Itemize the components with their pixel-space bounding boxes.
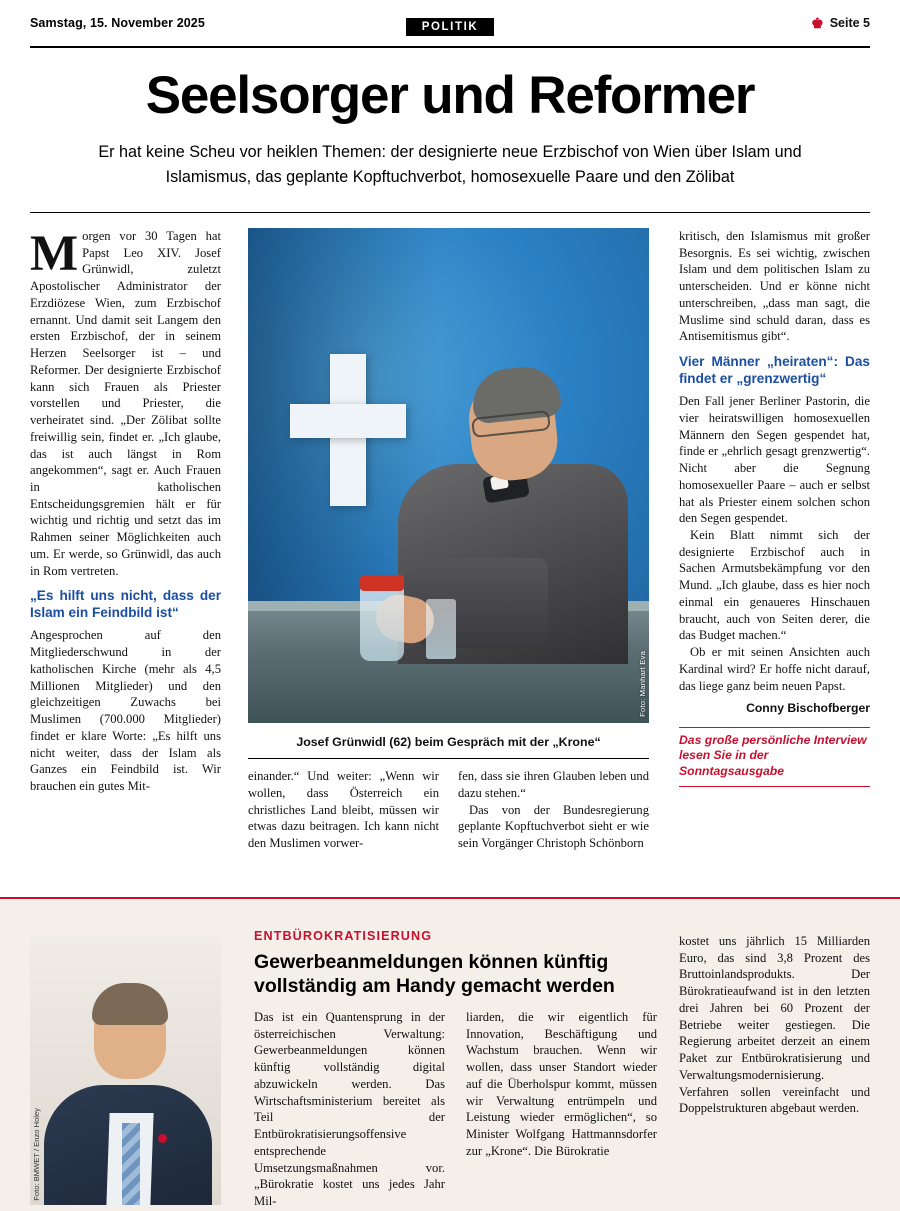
- page-number: Seite 5: [829, 16, 870, 30]
- photo-caption: Josef Grünwidl (62) beim Gespräch mit der „Krone“: [296, 735, 601, 749]
- byline: Conny Bischofberger: [746, 701, 870, 716]
- lapel-pin-icon: [158, 1134, 167, 1143]
- masthead: [0, 0, 900, 46]
- column-center-b: [458, 768, 649, 852]
- page-number-wrap: [811, 16, 870, 30]
- portrait-credit: Foto: BMWET / Enzo Holey: [32, 1108, 41, 1201]
- paragraph: fen, dass sie ihren Glauben leben und dazu stehen.“: [458, 769, 649, 800]
- column-center-a: [248, 768, 439, 852]
- crown-icon: ♚: [811, 15, 824, 31]
- page-title: Seelsorger und Reformer: [145, 66, 755, 125]
- photo-block: [248, 228, 649, 851]
- issue-date: Samstag, 15. November 2025: [30, 16, 205, 30]
- bottom-story: [0, 897, 900, 1211]
- photo-water-glass: [426, 599, 456, 659]
- paragraph: Das von der Bundesregierung geplante Kopftuchverbot sieht er wie sein Vorgänger Christoph Schönborn: [458, 802, 649, 851]
- column-left: [30, 228, 221, 795]
- paragraph: Kein Blatt nimmt sich der designierte Erzbischof auch in Sachen Armutsbekämpfung vor den Mund. „Ich glaube, dass es hier noch einmal ein genaueres Hinschauen braucht, auch von Seiten derer, die das Budget machen.“: [679, 527, 870, 643]
- photo-carafe: [360, 585, 404, 661]
- paragraph: Angesprochen auf den Mitgliederschwund in der katholischen Kirche (mehr als 4,5 Millionen Mitglieder) und den gleichzeitigen Zuwachs bei Muslimen (700.000 Mitglieder) findet er klare Worte: „Es hilft uns nicht weiter, dass der Islam als Ganzes ein Feindbild ist. Wir brauchen ein gutes Mit-: [30, 628, 221, 793]
- portrait-tie: [122, 1123, 140, 1205]
- photo-carafe-lid: [360, 575, 404, 591]
- bottom-headline: Gewerbeanmeldungen können künftig vollständig am Handy gemacht werden: [254, 951, 615, 997]
- subheading-vier-maenner: Vier Männer „heiraten“: Das findet er „grenzwertig“: [679, 354, 870, 387]
- paragraph: kostet uns jährlich 15 Milliarden Euro, das sind 3,8 Prozent des Bruttoinlandsprodukts. Der Bürokratieaufwand ist in den letzten drei Jahren bei 60 Prozent der Betriebe weiter gestiegen. Die Regierung arbeitet derzeit an einem Paket zur Entbürokratisierung und Verwaltungsmodernisierung. Verfahren sollen vereinfacht und Doppelstrukturen abgebaut werden.: [679, 934, 870, 1116]
- photo-credit: Foto: Manhart Eva: [638, 651, 647, 717]
- paragraph: Den Fall jener Berliner Pastorin, die vier heiratswilligen homosexuellen Männern den Segen gespendet hat, finde er „ehrlich gesagt grenzwertig“. Nicht aber die Segnung homosexueller Paare – auch er selbst hat als Priester einem solchen schon den Segen gespendet.: [679, 394, 870, 526]
- article-subhead: Er hat keine Scheu vor heiklen Themen: der designierte neue Erzbischof von Wien über Islam und Islamismus, das geplante Kopftuchverbot, homosexuelle Paare und den Zölibat: [98, 143, 802, 187]
- minister-portrait: [30, 937, 221, 1205]
- paragraph: Ob er mit seinen Ansichten auch Kardinal wird? Er hoffe nicht darauf, das liege ganz beim neuen Papst.: [679, 645, 870, 693]
- bottom-column-1: [254, 1009, 445, 1210]
- lead-paragraph: Morgen vor 30 Tagen hat Papst Leo XIV. Josef Grünwidl, zuletzt Apostolischer Administrator der Erzdiözese Wien, zum Erzbischof ernannt. Und damit seit Langem den ersten Erzbischof, der in seinem Herzen Seelsorger ist – und Reformer. Der designierte Erzbischof kann sich Frauen als Priester vorstellen und Priester, die verheiratet sind. „Der Zölibat sollte freiwillig sein, findet er. „Ich glaube, das ist auch längst in Rom angekommen“, sagt er. Auch Frauen in katholischen Entscheidungsgremien hält er für wichtig und richtig und setzt das im Rahmen seiner Möglichkeiten auch um. Er werde, so Grünwidl, das auch in Rom vertreten.: [30, 226, 221, 578]
- bottom-column-3: [679, 933, 870, 1117]
- paragraph: Das ist ein Quantensprung in der österreichischen Verwaltung: Gewerbeanmeldungen können künftig vollständig digital abzuwickeln werden. Das Wirtschaftsministerium bereitet als Teil der Entbürokratisierungsoffensive entsprechende Umsetzungsmaßnahmen vor. „Bürokratie kostet uns jedes Jahr Mil-: [254, 1010, 445, 1209]
- section-label: POLITIK: [406, 18, 495, 36]
- column-right: [679, 228, 870, 787]
- paragraph: einander.“ Und weiter: „Wenn wir wollen, dass Österreich ein christliches Land bleibt, müssen wir etwas dazu beitragen. Ich kann nicht den Muslimen vorwer-: [248, 769, 439, 851]
- subheading-islam: „Es hilft uns nicht, dass der Islam ein Feindbild ist“: [30, 588, 221, 621]
- caption-divider: [248, 758, 649, 759]
- bottom-kicker: ENTBÜROKRATISIERUNG: [254, 929, 433, 943]
- interview-teaser: Das große persönliche Interview lesen Sie in der Sonntagsausgabe: [679, 727, 870, 788]
- paragraph: liarden, die wir eigentlich für Innovation, Beschäftigung und Wachstum brauchen. Wenn wir wollen, dass unser Standort wieder auf die Überholspur kommt, müssen wir Verwaltung entrümpeln und Leistung wieder ermöglichen“, so Minister Wolfgang Hattmannsdorfer zur „Krone“. Die Bürokratie: [466, 1010, 657, 1158]
- article-photo: [248, 228, 649, 723]
- paragraph: kritisch, den Islamismus mit großer Besorgnis. Es sei wichtig, zwischen Islam und dem politischen Islam zu unterscheiden. Und er könne nicht unterschreiben, „dass man sagt, die Muslime sind schuld daran, dass es Antisemitismus gibt“.: [679, 229, 870, 344]
- masthead-divider: [30, 46, 870, 48]
- subhead-divider: [30, 212, 870, 213]
- bottom-column-2: [466, 1009, 657, 1160]
- cross-icon-bar: [290, 404, 406, 438]
